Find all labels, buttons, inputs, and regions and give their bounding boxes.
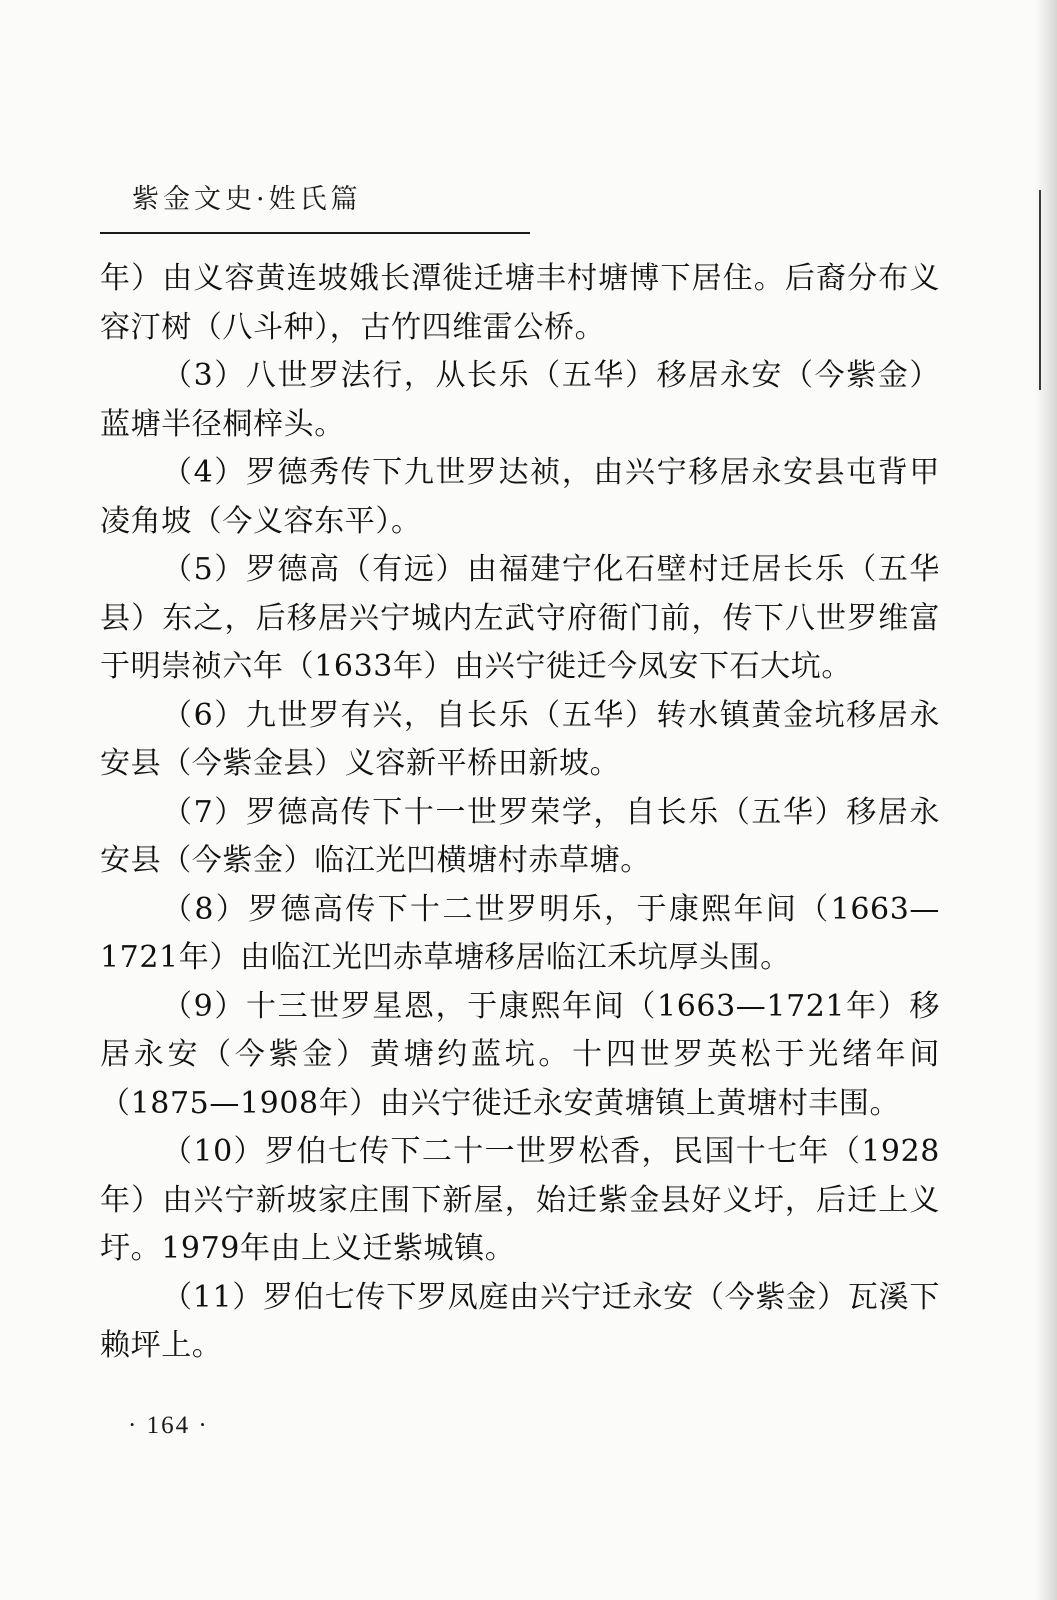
page-edge-line — [1039, 190, 1041, 390]
header-rule — [100, 232, 530, 234]
paragraph-item-5: （5）罗德高（有远）由福建宁化石壁村迁居长乐（五华县）东之，后移居兴宁城内左武守府衙门前，传下八世罗维富于明崇祯六年（1633年）由兴宁徙迁今凤安下石大坑。 — [100, 552, 940, 684]
paragraph-item-7: （7）罗德高传下十一世罗荣学，自长乐（五华）移居永安县（今紫金）临江光凹横塘村赤草塘。 — [100, 794, 940, 878]
paragraph-continuation: 年）由义容黄连坡娥长潭徙迁塘丰村塘博下居住。后裔分布义容汀树（八斗种），古竹四维雷公桥。 — [100, 261, 940, 345]
page-number: · 164 · — [128, 1412, 209, 1439]
paragraph-item-4: （4）罗德秀传下九世罗达祯，由兴宁移居永安县屯背甲凌角坡（今义容东平）。 — [100, 455, 940, 539]
running-header: 紫金文史·姓氏篇 — [132, 184, 362, 215]
paragraph-item-11: （11）罗伯七传下罗凤庭由兴宁迁永安（今紫金）瓦溪下赖坪上。 — [100, 1279, 940, 1363]
paragraph-item-8: （8）罗德高传下十二世罗明乐，于康熙年间（1663—1721年）由临江光凹赤草塘移居临江禾坑厚头围。 — [100, 891, 940, 975]
paragraph-item-6: （6）九世罗有兴，自长乐（五华）转水镇黄金坑移居永安县（今紫金县）义容新平桥田新坡。 — [100, 697, 940, 781]
paragraph-item-3: （3）八世罗法行，从长乐（五华）移居永安（今紫金）蓝塘半径桐梓头。 — [100, 358, 940, 442]
paragraph-item-9: （9）十三世罗星恩，于康熙年间（1663—1721年）移居永安（今紫金）黄塘约蓝坑。十四世罗英松于光绪年间（1875—1908年）由兴宁徙迁永安黄塘镇上黄塘村丰围。 — [100, 988, 940, 1121]
body-text — [100, 255, 940, 1371]
paragraph-item-10: （10）罗伯七传下二十一世罗松香，民国十七年（1928年）由兴宁新坡家庄围下新屋，始迁紫金县好义圩，后迁上义圩。1979年由上义迁紫城镇。 — [100, 1134, 940, 1266]
